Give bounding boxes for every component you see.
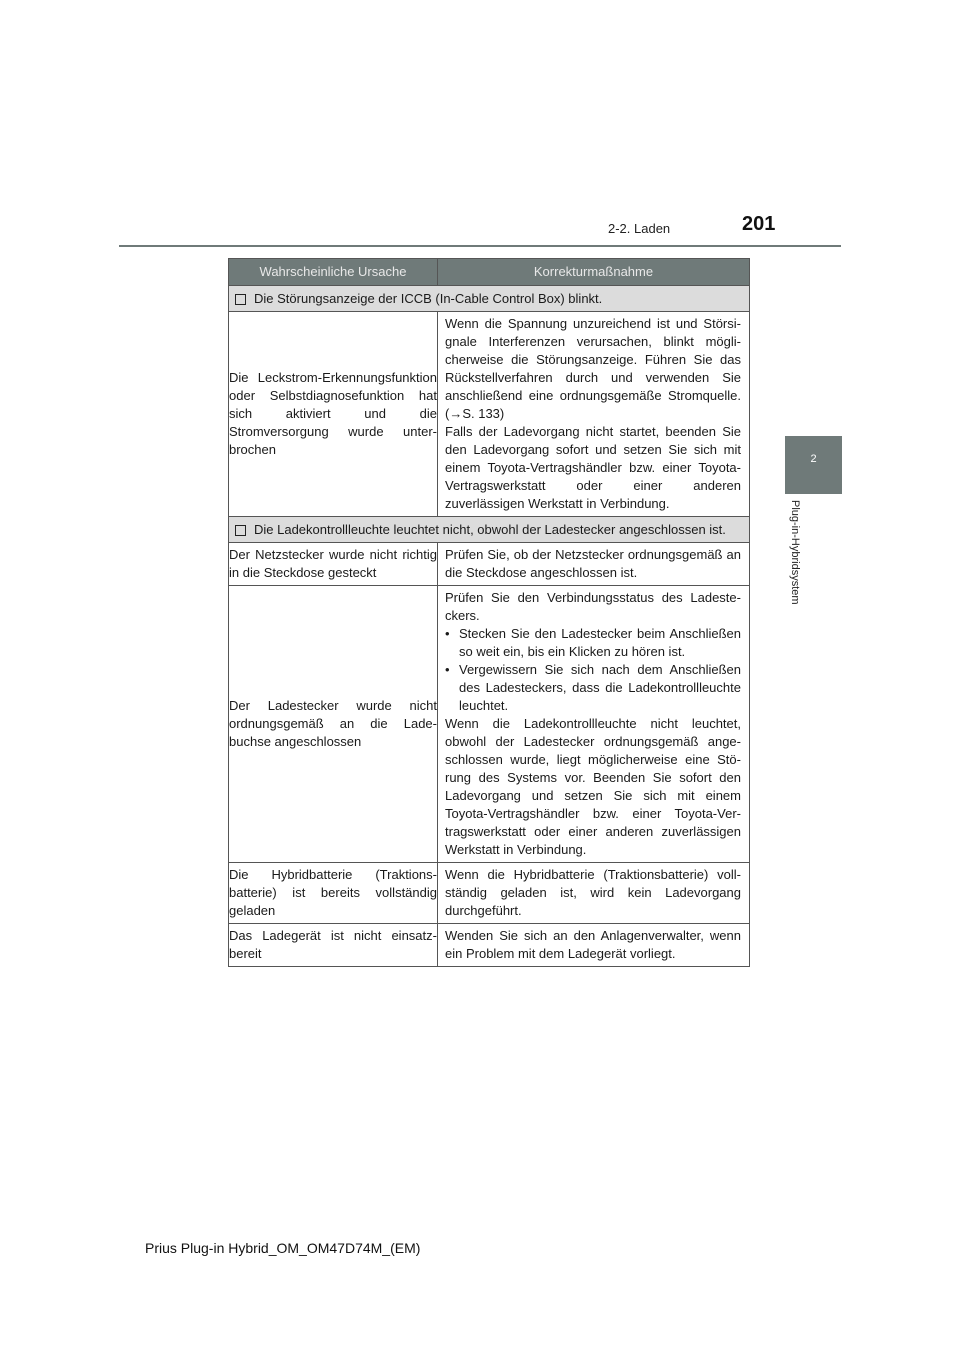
bullet-icon: •	[445, 662, 450, 677]
chapter-tab	[785, 436, 842, 494]
cause-cell: Die Hybridbatterie (Traktionsbatterie) ist bereits vollständig geladen	[229, 863, 438, 924]
bullet-text: Stecken Sie den Ladestecker beim Anschließen so weit ein, bis ein Klicken zu hören ist.	[459, 626, 741, 659]
group-heading-text: Die Ladekontrollleuchte leuchtet nicht, obwohl der Ladestecker angeschlossen ist.	[254, 522, 726, 537]
page-number: 201	[742, 213, 776, 235]
action-cell	[438, 586, 750, 863]
action-outro: Wenn die Ladekontrollleuchte nicht leuchtet, obwohl der Ladestecker ordnungsgemäß angeschlossen wurde, liegt möglicherweise eine Störung des Systems vor. Beenden Sie sofort den Ladevorgang und setzen Sie sich mit einem Toyota-Vertragshändler bzw. einer Toyota-Vertragswerkstatt oder einer anderen zuverlässigen Werkstatt in Verbindung.	[445, 716, 741, 857]
action-cell: Wenden Sie sich an den Anlagenverwalter, wenn ein Problem mit dem Ladegerät vorliegt.	[438, 924, 750, 967]
cause-cell: Das Ladegerät ist nicht einsatzbereit	[229, 924, 438, 967]
document-footer: Prius Plug-in Hybrid_OM_OM47D74M_(EM)	[145, 1240, 421, 1256]
cause-cell: Der Netzstecker wurde nicht richtig in die Steckdose gesteckt	[229, 543, 438, 586]
column-header-cause: Wahrscheinliche Ursache	[229, 259, 438, 286]
bullet-text: Vergewissern Sie sich nach dem Anschließen des Ladesteckers, dass die Ladekontrollleuchte leuchtet.	[459, 662, 741, 713]
cause-cell: Der Ladestecker wurde nicht ordnungsgemäß an die Ladebuchse angeschlossen	[229, 586, 438, 863]
checkbox-square-icon	[235, 525, 246, 536]
bullet-icon: •	[445, 626, 450, 641]
action-cell: Wenn die Hybridbatterie (Traktionsbatterie) vollständig geladen ist, wird kein Ladevorgang durchgeführt.	[438, 863, 750, 924]
group-heading-row	[229, 517, 750, 543]
checkbox-square-icon	[235, 294, 246, 305]
action-paragraph: Falls der Ladevorgang nicht startet, beenden Sie den Ladevorgang sofort und setzen Sie sich mit einem Toyota-Vertragshändler bzw. einer Toyota-Vertragswerkstatt oder einer anderen zuverlässigen Werkstatt in Verbindung.	[445, 424, 741, 511]
action-intro: Prüfen Sie den Verbindungsstatus des Ladesteckers.	[445, 590, 741, 623]
table-row	[229, 586, 750, 863]
group-heading-row	[229, 286, 750, 312]
action-bullet	[445, 625, 741, 661]
group-heading	[229, 286, 750, 312]
table-row	[229, 924, 750, 967]
action-cell	[438, 312, 750, 517]
action-cell: Prüfen Sie, ob der Netzstecker ordnungsgemäß an die Steckdose angeschlossen ist.	[438, 543, 750, 586]
table-row	[229, 543, 750, 586]
troubleshooting-table	[228, 258, 750, 967]
chapter-label: Plug-in-Hybridsystem	[789, 500, 801, 605]
group-heading	[229, 517, 750, 543]
table-row	[229, 312, 750, 517]
column-header-action: Korrekturmaßnahme	[438, 259, 750, 286]
chapter-number: 2	[810, 453, 817, 465]
cause-cell: Die Leckstrom-Erkennungsfunktion oder Selbstdiagnosefunktion hat sich aktiviert und die Stromversorgung wurde unterbrochen	[229, 312, 438, 517]
action-paragraph: Wenn die Spannung unzureichend ist und Störsignale Interferenzen verursachen, blinkt möglicherweise die Störungsanzeige. Führen Sie das Rückstellverfahren durch und verwenden Sie anschließend eine ordnungsgemäße Stromquelle. (→S. 133)	[445, 316, 741, 421]
table-header-row	[229, 259, 750, 286]
group-heading-text: Die Störungsanzeige der ICCB (In-Cable Control Box) blinkt.	[254, 291, 603, 306]
section-title: 2-2. Laden	[608, 221, 671, 236]
header-divider	[119, 245, 841, 247]
table-row	[229, 863, 750, 924]
action-bullet	[445, 661, 741, 715]
